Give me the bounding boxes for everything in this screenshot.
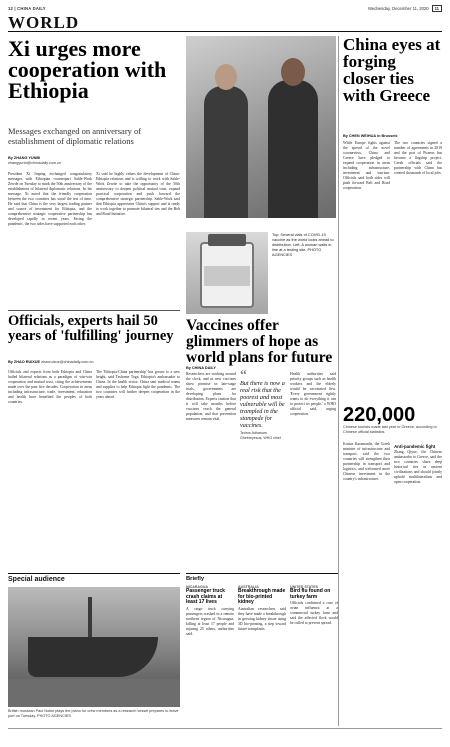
page-number: 11 — [432, 5, 442, 12]
brief-tag: NICARAGUA — [186, 585, 208, 589]
special-label: Special audience — [8, 576, 65, 583]
xi-headline: Xi urges more cooperation with Ethiopia — [8, 36, 167, 103]
pull-quote — [240, 368, 286, 440]
officials-byline — [8, 360, 180, 365]
brief-item — [290, 585, 338, 725]
xi-deck: Messages exchanged on anniversary of establishment of diplomatic relations — [8, 126, 142, 146]
xi-byline-email: zhangyunbi@chinadaily.com.cn — [8, 161, 62, 165]
china-body-col4-wrap — [394, 442, 442, 722]
brief-headline: Passenger truck crash claims at least 17 lives — [186, 588, 225, 606]
quote-mark-icon: “ — [240, 368, 247, 383]
special-rule — [8, 573, 180, 574]
vaccine-body-col1: Researchers are working around the clock, and as new vaccines show promise in late-stage trials, governments are developing plans for distribution. Experts caution that it will take months before vaccines reach the general population, and that prevention measures remain vital. — [186, 372, 236, 421]
china-body-col3: Kostas Karamanlis, the Greek minister of infrastructure and transport, said the two countries will strengthen their partnership in transport and logistics, and welcomed more Chinese investment in the country's infrastructure. — [343, 442, 390, 481]
xi-photo — [186, 36, 336, 218]
china-body-col2: The two countries signed a number of agreements in 2019 and the port of Piraeus has become a flagship project. Greek officials said the partnership with China has created thousands of local jobs. — [394, 141, 442, 175]
china-headline: China eyes at forging closer ties with Greece — [343, 35, 441, 105]
photo-sea — [8, 679, 180, 707]
photo-mast — [88, 597, 92, 641]
brief-body: Australian researchers said they have made a breakthrough in growing kidney tissue using 3D bio-printing, a step toward future transplants. — [238, 606, 286, 631]
brief-item — [186, 585, 234, 725]
vaccine-photo-caption: Top: Several vials of COVID-19 vaccine as the world looks ahead to distribution. Left: A woman waits in line at a testing site. PHOTO AGENCIES — [272, 232, 334, 257]
briefly-rule — [186, 573, 338, 574]
vaccine-headline: Vaccines offer glimmers of hope as world plans for future — [186, 317, 333, 366]
stat-number: 220,000 — [343, 404, 416, 426]
special-photo — [8, 587, 180, 707]
vial-cap — [208, 234, 246, 246]
officials-rule — [8, 310, 180, 311]
xi-byline — [8, 156, 180, 166]
brief-tag: AUSTRALIA — [238, 585, 259, 589]
xi-byline-name: By ZHANG YUNBI — [8, 156, 41, 160]
officials-body-col2: The 'Ethiopia-China partnership' has grown to a new height, said Teshome Toga, Ethiopia's ambassador to China. In the health sector, China sent medical teams and supplies to help Ethiopia fight the pandemic. The two countries will further deepen cooperation in the years ahead. — [96, 370, 180, 399]
brief-body: Officials confirmed a case of avian influenza at a commercial turkey farm and said the affected flock would be culled to prevent spread. — [290, 601, 338, 626]
officials-byline-email: zhaoruixue@chinadaily.com.cn — [41, 360, 94, 364]
officials-headline: Officials, experts hail 50 years of 'fulfilling' journey — [8, 313, 174, 344]
column-divider — [338, 36, 339, 726]
brief-item — [238, 585, 286, 725]
brief-headline: Breakthrough made for bio-printed kidney — [238, 588, 286, 606]
stat-description: Chinese tourists made last year to Greece, according to Chinese official statistics. — [343, 425, 437, 434]
stat-box — [343, 405, 442, 435]
special-caption: British musician Paul Noble plays the piano for crew members as a research vessel prepares to leave port on Tuesday. PHOTO AGENCIES — [8, 709, 179, 718]
china-byline — [343, 134, 442, 139]
brief-headline: Bird flu found on turkey farm — [290, 588, 331, 600]
xi-body-col1: President Xi Jinping exchanged congratulatory messages with Ethiopian counterpart Sahle-Work Zewde on Tuesday to mark the 50th anniversary of the establishment of bilateral diplomatic relations. In his message, Xi noted that the friendly cooperation between the two countries has stood the test of time. He said that China is the very largest trading partner and source of investment for Ethiopia, and the comprehensive strategic cooperative partnership has developed rapidly in recent years. Facing the pandemic, the two sides have supported each other. — [8, 172, 92, 226]
section-title: WORLD — [8, 13, 80, 32]
photo-hull — [28, 637, 158, 677]
china-byline-name: By CHEN WEIHUA in Brussels — [343, 134, 398, 138]
vaccine-photo — [186, 232, 268, 314]
footer-rule — [8, 728, 442, 729]
vaccine-byline — [186, 366, 266, 371]
photo-figure-right — [268, 80, 318, 218]
photo-head-right — [281, 58, 305, 86]
xi-body-col2: Xi said he highly values the development of China-Ethiopia relations and is willing to work with Sahle-Work Zewde to take the opportunity of the 50th anniversary to deepen political mutual trust, expand practical cooperation and push forward the comprehensive strategic partnership. Sahle-Work said that Ethiopia appreciates China's support and is ready to work together to promote bilateral ties and the Belt and Road Initiative. — [96, 172, 180, 216]
masthead-right — [368, 5, 442, 12]
photo-head-left — [215, 64, 237, 90]
officials-body-col1: Officials and experts from both Ethiopia and China hailed bilateral relations as a paradigm of win-win cooperation and mutual trust, citing the achievements made over the past five decades. Cooperation in areas including infrastructure, trade, investment, education and health have benefited the peoples of both countries. — [8, 370, 92, 404]
vial-label — [204, 266, 250, 286]
brief-body: A cargo truck carrying passengers crashed in a remote northern region of Nicaragua, killing at least 17 people and injuring 25 others, authorities said. — [186, 606, 234, 636]
china-subhead: Anti-pandemic fight — [394, 444, 436, 449]
photo-figure-left — [204, 86, 248, 218]
officials-byline-name: By ZHAO RUIXUE — [8, 360, 41, 364]
pull-quote-text: But there is now a real risk that the poorest and most vulnerable will be trampled in the stampede for vaccines. — [240, 380, 285, 429]
vaccine-body-col3: Health authorities said priority groups such as health workers and the elderly would be vaccinated first. 'Every government rightly wants to do everything it can to protect its people,' a WHO official said, urging cooperation. — [290, 372, 336, 416]
vaccine-byline-name: By CHINA DAILY — [186, 366, 216, 370]
china-body-col4: Zhang Qiyue, the Chinese ambassador to Greece, said the two countries share deep historical ties as ancient civilizations and should jointly uphold multilateralism and open cooperation. — [394, 450, 442, 484]
top-rule — [8, 31, 442, 32]
masthead-date: Wednesday, December 11, 2020 — [368, 5, 429, 11]
masthead — [8, 3, 442, 13]
brief-tag: UNITED STATES — [290, 585, 319, 589]
briefly-label: Briefly — [186, 576, 205, 582]
masthead-left: 12 | CHINA DAILY — [8, 5, 46, 11]
china-body-col1: While Europe fights against the spread of the novel coronavirus, China and Greece have pledged to expand cooperation in areas including infrastructure, investment and tourism. Officials said both sides will push forward Belt and Road cooperation. — [343, 141, 390, 190]
pull-quote-attribution: Tedros Adhanom Ghebreyesus, WHO chief — [240, 431, 281, 440]
